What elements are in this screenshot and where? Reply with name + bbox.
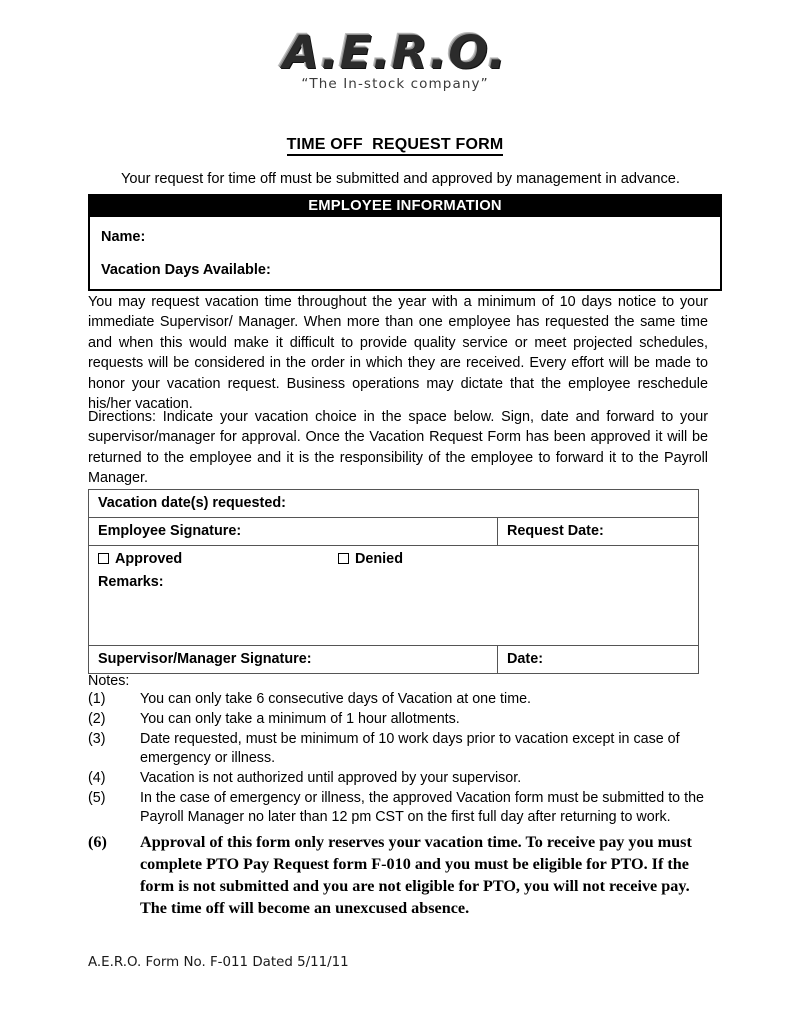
note-item: [88, 769, 708, 789]
page-title-text: TIME OFF REQUEST FORM: [287, 136, 504, 156]
vacation-dates-cell[interactable]: Vacation date(s) requested:: [89, 490, 699, 518]
directions-paragraph: Directions: Indicate your vacation choice in the space below. Sign, date and forward to your supervisor/manager for approval. Once the Vacation Request Form has been approved it will be returned to the employee and it is the responsibility of the employee to forward it to the Payroll Manager.: [88, 409, 708, 487]
company-logo: [0, 26, 790, 92]
supervisor-date-cell[interactable]: Date:: [498, 646, 699, 674]
table-row: [89, 490, 699, 518]
note-text: In the case of emergency or illness, the approved Vacation form must be submitted to the Payroll Manager no later than 12 pm CST on the first full day after returning to work.: [140, 790, 704, 825]
note-number: (3): [88, 731, 106, 747]
note-item: [88, 828, 708, 920]
approved-checkbox[interactable]: [98, 553, 109, 564]
request-date-cell[interactable]: Request Date:: [498, 518, 699, 546]
vacation-request-table: [88, 489, 699, 674]
note-number: (2): [88, 711, 106, 727]
employee-information-box: [88, 194, 722, 291]
note-item: [88, 789, 708, 828]
table-row: [89, 518, 699, 546]
approved-label: Approved: [115, 551, 183, 567]
note-text: Approval of this form only reserves your vacation time. To receive pay you must complete PTO Pay Request form F-010 and you must be eligible for PTO. If the form is not submitted and you are not eligible for PTO, you will not receive pay. The time off will become an unexcused absence.: [140, 833, 692, 917]
approval-remarks-cell: [89, 546, 699, 646]
note-number: (6): [88, 833, 107, 851]
remarks-label[interactable]: Remarks:: [98, 574, 164, 590]
table-row: [89, 646, 699, 674]
employee-signature-cell[interactable]: Employee Signature:: [89, 518, 498, 546]
notes-section: [88, 673, 708, 920]
note-number: (4): [88, 770, 106, 786]
note-text: Vacation is not authorized until approved by your supervisor.: [140, 770, 522, 786]
table-row: [89, 546, 699, 646]
employee-name-field[interactable]: Name:: [101, 229, 146, 245]
note-number: (1): [88, 691, 106, 707]
page-title: [0, 136, 790, 154]
notes-label: Notes:: [88, 673, 130, 689]
employee-information-body: [90, 217, 720, 289]
note-number: (5): [88, 790, 106, 806]
supervisor-signature-cell[interactable]: Supervisor/Manager Signature:: [89, 646, 498, 674]
logo-wordmark: A.E.R.O.: [282, 26, 508, 79]
approved-checkbox-group[interactable]: [98, 551, 182, 567]
denied-label: Denied: [355, 551, 403, 567]
logo-tagline: “The In-stock company”: [301, 76, 489, 92]
form-subtitle: Your request for time off must be submitted and approved by management in advance.: [121, 171, 680, 187]
employee-information-header: EMPLOYEE INFORMATION: [90, 196, 720, 217]
document-footer: A.E.R.O. Form No. F-011 Dated 5/11/11: [88, 955, 349, 970]
note-text: You can only take 6 consecutive days of Vacation at one time.: [140, 691, 532, 707]
note-item: [88, 710, 708, 730]
vacation-days-available-field[interactable]: Vacation Days Available:: [101, 262, 271, 278]
approval-checkbox-line: [98, 551, 698, 570]
denied-checkbox[interactable]: [338, 553, 349, 564]
note-text: Date requested, must be minimum of 10 work days prior to vacation except in case of emergency or illness.: [140, 731, 680, 766]
policy-paragraph: You may request vacation time throughout the year with a minimum of 10 days notice to your immediate Supervisor/ Manager. When more than one employee has requested the same time and when this would make it difficult to provide quality service or meet projected schedules, requests will be considered in the order in which they are received. Every effort will be made to honor your vacation request. Business operations may dictate that the employee reschedule his/her vacation.: [88, 294, 708, 413]
note-text: You can only take a minimum of 1 hour allotments.: [140, 711, 460, 727]
note-item: [88, 730, 708, 769]
denied-checkbox-group[interactable]: [338, 551, 403, 567]
note-item: [88, 690, 708, 710]
